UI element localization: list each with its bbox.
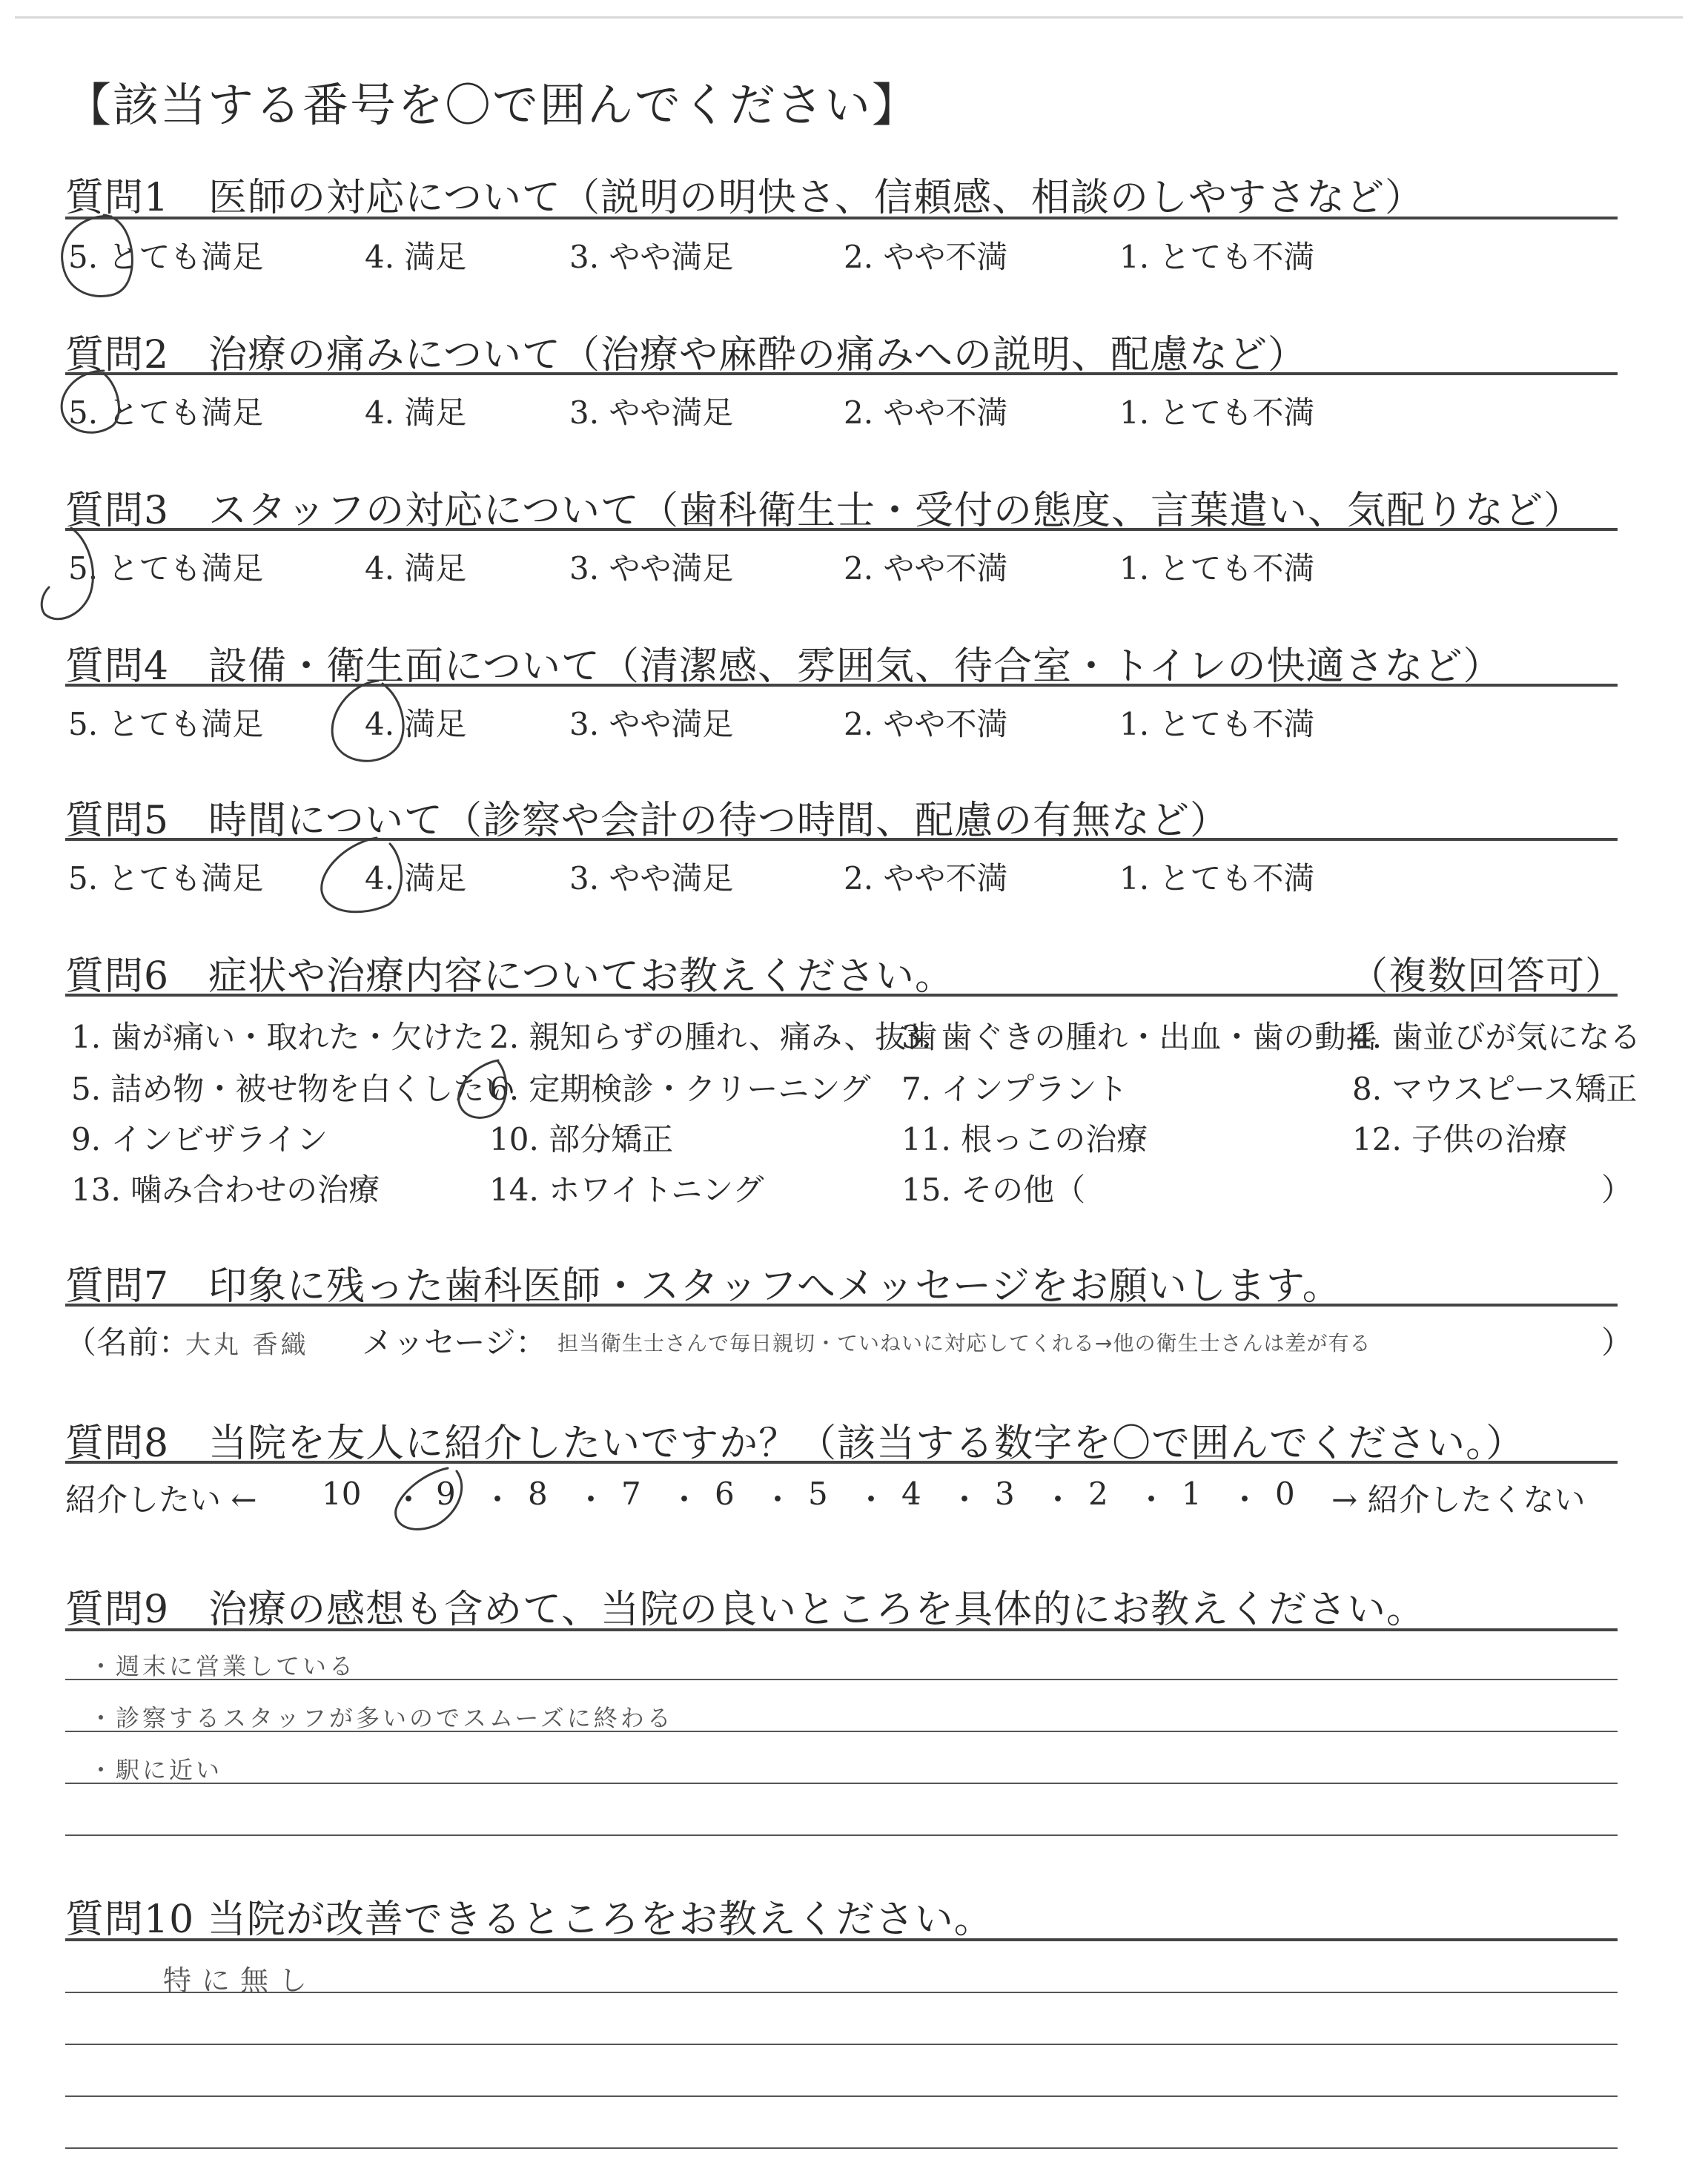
- q7-name-value[interactable]: 大丸 香織: [185, 1330, 309, 1360]
- question-7-rule: [65, 1304, 1618, 1307]
- q4-option-5[interactable]: 5. とても満足: [68, 706, 264, 742]
- q1-option-2[interactable]: 2. やや不満: [844, 239, 1008, 275]
- q3-option-1[interactable]: 1. とても不満: [1119, 550, 1315, 587]
- q1-option-4[interactable]: 4. 満足: [365, 239, 467, 275]
- q8-num-3[interactable]: 3: [995, 1476, 1015, 1512]
- question-1-title: 質問1 医師の対応について（説明の明快さ、信頼感、相談のしやすさなど）: [65, 176, 1424, 220]
- q10-answer-1[interactable]: 特に無し: [163, 1964, 318, 1997]
- q9-answer-line: [65, 1731, 1618, 1732]
- q8-separator: ・: [1229, 1482, 1261, 1518]
- q1-option-1[interactable]: 1. とても不満: [1119, 239, 1315, 275]
- q6-item-15-close: ）: [1601, 1172, 1633, 1208]
- q9-answer-3[interactable]: ・駅に近い: [89, 1756, 223, 1784]
- q3-option-2[interactable]: 2. やや不満: [844, 550, 1008, 587]
- question-10-rule: [65, 1938, 1618, 1941]
- question-5-rule: [65, 838, 1618, 841]
- question-6-note: （複数回答可）: [1349, 954, 1625, 999]
- q8-num-7[interactable]: 7: [621, 1476, 641, 1512]
- q8-num-4[interactable]: 4: [901, 1476, 921, 1512]
- question-3-title: 質問3 スタッフの対応について（歯科衛生士・受付の態度、言葉遣い、気配りなど）: [65, 489, 1583, 533]
- q7-message-label: メッセージ：: [362, 1324, 547, 1361]
- q8-num-10[interactable]: 10: [322, 1476, 362, 1512]
- q7-close: ）: [1601, 1324, 1633, 1361]
- q3-option-5[interactable]: 5. とても満足: [68, 550, 264, 587]
- q6-item-5[interactable]: 5. 詰め物・被せ物を白くしたい: [71, 1071, 516, 1107]
- q8-separator: ・: [855, 1482, 887, 1518]
- q6-item-12[interactable]: 12. 子供の治療: [1352, 1121, 1568, 1157]
- q10-answer-line: [65, 1992, 1618, 1993]
- page-top-edge: [15, 16, 1683, 19]
- q7-name-label: （名前：: [65, 1324, 191, 1361]
- question-2-title: 質問2 治療の痛みについて（治療や麻酔の痛みへの説明、配慮など）: [65, 333, 1308, 377]
- q10-answer-line: [65, 2147, 1618, 2149]
- q2-option-1[interactable]: 1. とても不満: [1119, 394, 1315, 431]
- q6-item-8[interactable]: 8. マウスピース矯正: [1352, 1071, 1638, 1107]
- q5-option-3[interactable]: 3. やや満足: [569, 860, 734, 896]
- question-9-title: 質問9 治療の感想も含めて、当院の良いところを具体的にお教えください。: [65, 1588, 1426, 1632]
- question-6-title: 質問6 症状や治療内容についてお教えください。: [65, 954, 955, 999]
- q6-item-13[interactable]: 13. 噛み合わせの治療: [71, 1172, 380, 1208]
- q6-item-3[interactable]: 3. 歯ぐきの腫れ・出血・歯の動揺: [901, 1019, 1377, 1055]
- q2-option-3[interactable]: 3. やや満足: [569, 394, 734, 431]
- question-7-title: 質問7 印象に残った歯科医師・スタッフへメッセージをお願いします。: [65, 1264, 1342, 1309]
- q6-item-11[interactable]: 11. 根っこの治療: [901, 1121, 1148, 1157]
- question-9-rule: [65, 1628, 1618, 1631]
- question-8-title: 質問8 当院を友人に紹介したいですか？（該当する数字を〇で囲んでください。）: [65, 1421, 1526, 1466]
- q9-answer-1[interactable]: ・週末に営業している: [89, 1652, 357, 1680]
- question-5-title: 質問5 時間について（診察や会計の待つ時間、配慮の有無など）: [65, 799, 1230, 843]
- q8-num-2[interactable]: 2: [1088, 1476, 1108, 1512]
- q6-item-6[interactable]: 6. 定期検診・クリーニング: [489, 1071, 871, 1107]
- question-3-rule: [65, 528, 1618, 531]
- q3-option-3[interactable]: 3. やや満足: [569, 550, 734, 587]
- q6-item-9[interactable]: 9. インビザライン: [71, 1121, 328, 1157]
- q4-option-3[interactable]: 3. やや満足: [569, 706, 734, 742]
- question-2-rule: [65, 372, 1618, 375]
- q8-num-5[interactable]: 5: [808, 1476, 828, 1512]
- q8-separator: ・: [1042, 1482, 1074, 1518]
- q5-option-4[interactable]: 4. 満足: [365, 860, 467, 896]
- q4-option-2[interactable]: 2. やや不満: [844, 706, 1008, 742]
- q9-answer-2[interactable]: ・診察するスタッフが多いのでスムーズに終わる: [89, 1704, 674, 1732]
- question-6-rule: [65, 994, 1618, 997]
- q8-num-8[interactable]: 8: [528, 1476, 548, 1512]
- q8-separator: ・: [393, 1482, 425, 1518]
- q10-answer-line: [65, 2095, 1618, 2097]
- q5-option-5[interactable]: 5. とても満足: [68, 860, 264, 896]
- q6-item-4[interactable]: 4. 歯並びが気になる: [1352, 1019, 1641, 1055]
- q6-item-15[interactable]: 15. その他（: [901, 1172, 1086, 1208]
- q6-item-10[interactable]: 10. 部分矯正: [489, 1121, 674, 1157]
- q8-num-1[interactable]: 1: [1182, 1476, 1202, 1512]
- q8-separator: ・: [949, 1482, 981, 1518]
- q8-left-label: 紹介したい ←: [65, 1482, 257, 1518]
- q8-num-6[interactable]: 6: [715, 1476, 735, 1512]
- q5-option-2[interactable]: 2. やや不満: [844, 860, 1008, 896]
- q1-option-5[interactable]: 5. とても満足: [68, 239, 264, 275]
- question-8-rule: [65, 1461, 1618, 1464]
- instruction-heading: 【該当する番号を〇で囲んでください】: [65, 78, 920, 132]
- q2-option-4[interactable]: 4. 満足: [365, 394, 467, 431]
- question-10-title: 質問10 当院が改善できるところをお教えください。: [65, 1898, 993, 1942]
- q6-item-14[interactable]: 14. ホワイトニング: [489, 1172, 764, 1208]
- q8-separator: ・: [669, 1482, 701, 1518]
- q6-item-7[interactable]: 7. インプラント: [901, 1071, 1128, 1107]
- q8-separator: ・: [762, 1482, 794, 1518]
- q6-item-2[interactable]: 2. 親知らずの腫れ、痛み、抜歯: [489, 1019, 938, 1055]
- q8-num-9[interactable]: 9: [436, 1476, 456, 1512]
- q4-option-4[interactable]: 4. 満足: [365, 706, 467, 742]
- question-1-rule: [65, 217, 1618, 219]
- q6-item-1[interactable]: 1. 歯が痛い・取れた・欠けた: [71, 1019, 485, 1055]
- q10-answer-line: [65, 2044, 1618, 2045]
- q8-separator: ・: [1136, 1482, 1168, 1518]
- q8-separator: ・: [575, 1482, 607, 1518]
- question-4-title: 質問4 設備・衛生面について（清潔感、雰囲気、待合室・トイレの快適さなど）: [65, 644, 1503, 689]
- q8-num-0[interactable]: 0: [1275, 1476, 1295, 1512]
- q9-answer-line: [65, 1679, 1618, 1680]
- q8-right-label: → 紹介したくない: [1331, 1482, 1586, 1518]
- q5-option-1[interactable]: 1. とても不満: [1119, 860, 1315, 896]
- q2-option-5[interactable]: 5. とても満足: [68, 394, 264, 431]
- q9-answer-line: [65, 1783, 1618, 1784]
- q2-option-2[interactable]: 2. やや不満: [844, 394, 1008, 431]
- q4-option-1[interactable]: 1. とても不満: [1119, 706, 1315, 742]
- q8-separator: ・: [482, 1482, 514, 1518]
- question-4-rule: [65, 684, 1618, 687]
- q3-option-4[interactable]: 4. 満足: [365, 550, 467, 587]
- q7-message-value[interactable]: 担当衛生士さんで毎日親切・ていねいに対応してくれる→他の衛生士さんは差が有る: [557, 1331, 1371, 1355]
- q9-answer-line: [65, 1834, 1618, 1836]
- q1-option-3[interactable]: 3. やや満足: [569, 239, 734, 275]
